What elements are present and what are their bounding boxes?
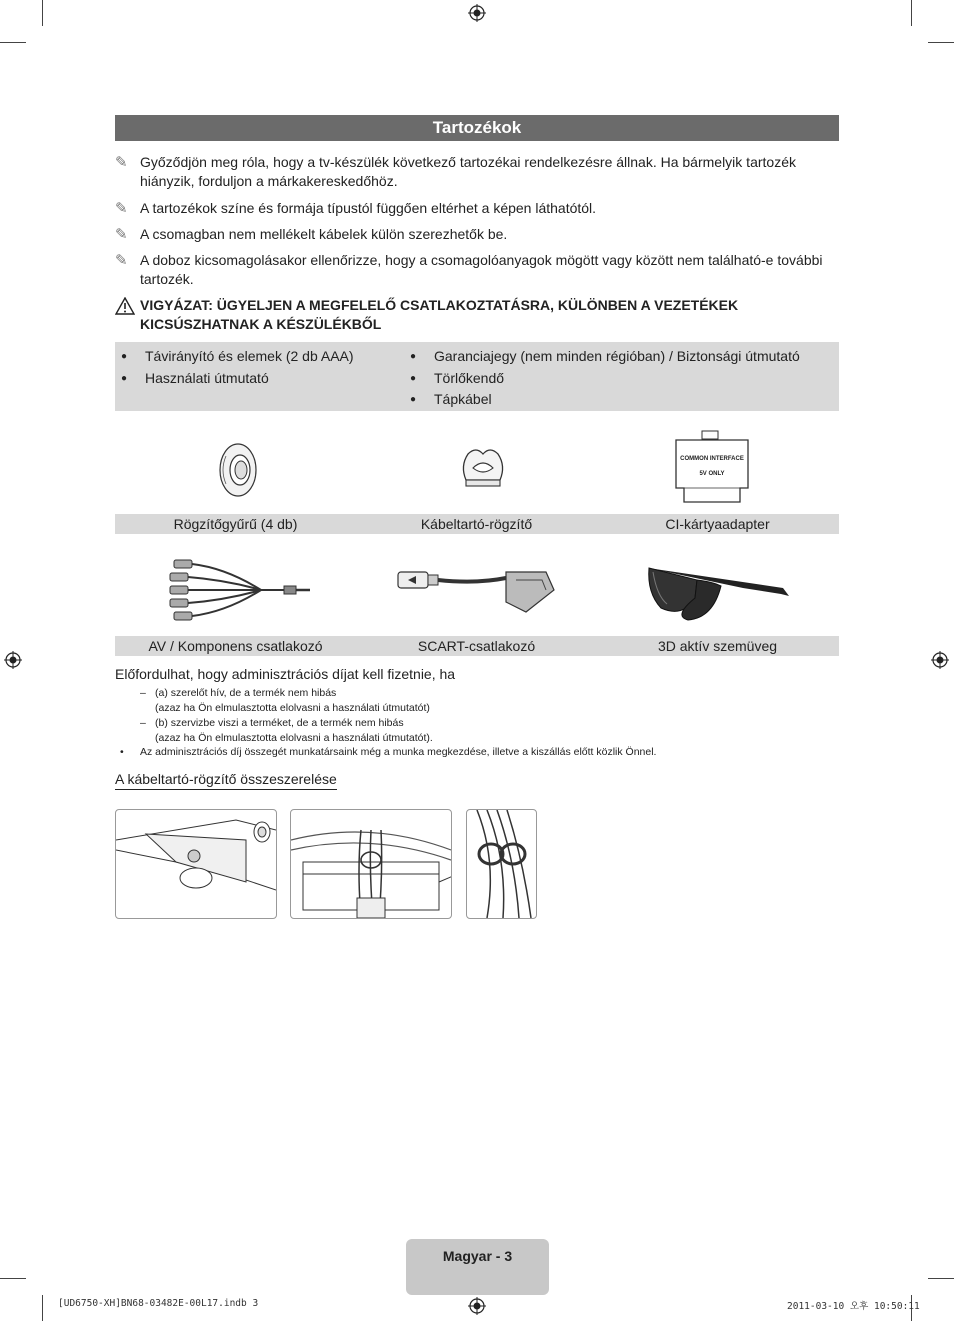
note-text: Győződjön meg róla, hogy a tv-készülék következő tartozékai rendelkezésre állnak. Ha bármelyik tartozék hiányzik, forduljon a márkakereskedőhöz. <box>140 154 796 189</box>
registration-mark-icon <box>468 4 486 22</box>
assembly-step-1-image <box>115 809 277 919</box>
registration-mark-icon <box>931 651 949 669</box>
assembly-step-3-image <box>466 809 537 919</box>
print-date-info: 2011-03-10 오후 10:50:11 <box>787 1301 920 1312</box>
note-text: A tartozékok színe és formája típustól függően eltérhet a képen láthatótól. <box>140 200 597 216</box>
item-caption: Rögzítőgyűrű (4 db) <box>173 516 298 532</box>
accessories-right <box>404 346 800 411</box>
caption-row <box>115 636 839 656</box>
fee-bullet <box>120 745 656 760</box>
note-item <box>115 199 839 218</box>
3d-glasses-image <box>643 558 793 628</box>
item-caption: Kábeltartó-rögzítő <box>420 516 533 532</box>
note-text: A doboz kicsomagolásakor ellenőrizze, hogy a csomagolóanyagok mögött vagy között nem található-e további tartozék. <box>140 252 823 287</box>
list-item: ● Távirányító és elemek (2 db AAA) <box>115 346 354 368</box>
note-item <box>115 225 839 244</box>
item-caption: AV / Komponens csatlakozó <box>148 638 323 654</box>
note-text: A csomagban nem mellékelt kábelek külön szerezhetők be. <box>140 226 508 242</box>
item-caption: SCART-csatlakozó <box>417 638 536 654</box>
list-item: ● Garanciajegy (nem minden régióban) / Biztonsági útmutató <box>404 346 800 368</box>
cable-holder-image <box>458 444 508 488</box>
warning-text: VIGYÁZAT: ÜGYELJEN A MEGFELELŐ CSATLAKOZTATÁSRA, KÜLÖNBEN A VEZETÉKEK KICSÚSZHATNAK A KÉSZÜLÉKBŐL <box>140 297 739 332</box>
pencil-note-icon: ✎ <box>115 226 128 243</box>
list-item: ● Használati útmutató <box>115 368 354 390</box>
registration-mark-icon <box>468 1297 486 1315</box>
accessories-list <box>115 342 839 411</box>
bullet-marker: • <box>120 746 124 758</box>
section-title: Tartozékok <box>115 115 839 141</box>
fee-bullet-text: Az adminisztrációs díj összegét munkatársaink még a munka megkezdése, illetve a kiszállás előtt közlik Önnel. <box>140 746 657 758</box>
crop-mark <box>928 42 954 43</box>
pencil-note-icon: ✎ <box>115 154 128 171</box>
fee-item <box>140 716 433 746</box>
registration-mark-icon <box>4 651 22 669</box>
crop-mark <box>42 1295 43 1321</box>
fee-item-line: (azaz ha Ön elmulasztotta elolvasni a használati útmutatót). <box>155 732 433 744</box>
av-component-cable-image <box>166 556 312 624</box>
note-item <box>115 251 839 289</box>
scart-cable-image <box>396 566 556 614</box>
item-caption: CI-kártyaadapter <box>665 516 770 532</box>
fee-item-line: (a) szerelőt hív, de a termék nem hibás <box>155 687 337 699</box>
crop-mark <box>911 0 912 26</box>
pencil-note-icon: ✎ <box>115 252 128 269</box>
accessories-left <box>115 346 354 389</box>
crop-mark <box>0 42 26 43</box>
note-item <box>115 153 839 191</box>
ci-card-adapter-image <box>674 430 750 505</box>
fee-item <box>140 686 430 716</box>
dash-marker: – <box>140 717 146 729</box>
crop-mark <box>42 0 43 26</box>
crop-mark <box>928 1278 954 1279</box>
list-item: ● Törlőkendő <box>404 368 800 390</box>
caption-row <box>115 514 839 534</box>
item-caption: 3D aktív szemüveg <box>657 638 778 654</box>
ci-adapter-label: 5V ONLY <box>699 471 725 477</box>
page-number-tab: Magyar - 3 <box>406 1239 549 1295</box>
warning-triangle-icon <box>115 297 135 315</box>
holder-ring-image <box>216 442 260 498</box>
assembly-step-2-image <box>290 809 452 919</box>
fee-item-line: (b) szervizbe viszi a terméket, de a termék nem hibás <box>155 717 404 729</box>
print-file-info: [UD6750-XH]BN68-03482E-00L17.indb 3 <box>58 1298 259 1309</box>
pencil-note-icon: ✎ <box>115 200 128 217</box>
ci-adapter-label: COMMON INTERFACE <box>680 456 744 462</box>
warning-block <box>115 296 839 334</box>
fee-item-line: (azaz ha Ön elmulasztotta elolvasni a használati útmutatót) <box>155 702 430 714</box>
dash-marker: – <box>140 687 146 699</box>
crop-mark <box>0 1278 26 1279</box>
fee-intro: Előfordulhat, hogy adminisztrációs díjat kell fizetnie, ha <box>115 666 456 682</box>
list-item: ● Tápkábel <box>404 389 800 411</box>
assembly-heading: A kábeltartó-rögzítő összeszerelése <box>115 771 337 790</box>
